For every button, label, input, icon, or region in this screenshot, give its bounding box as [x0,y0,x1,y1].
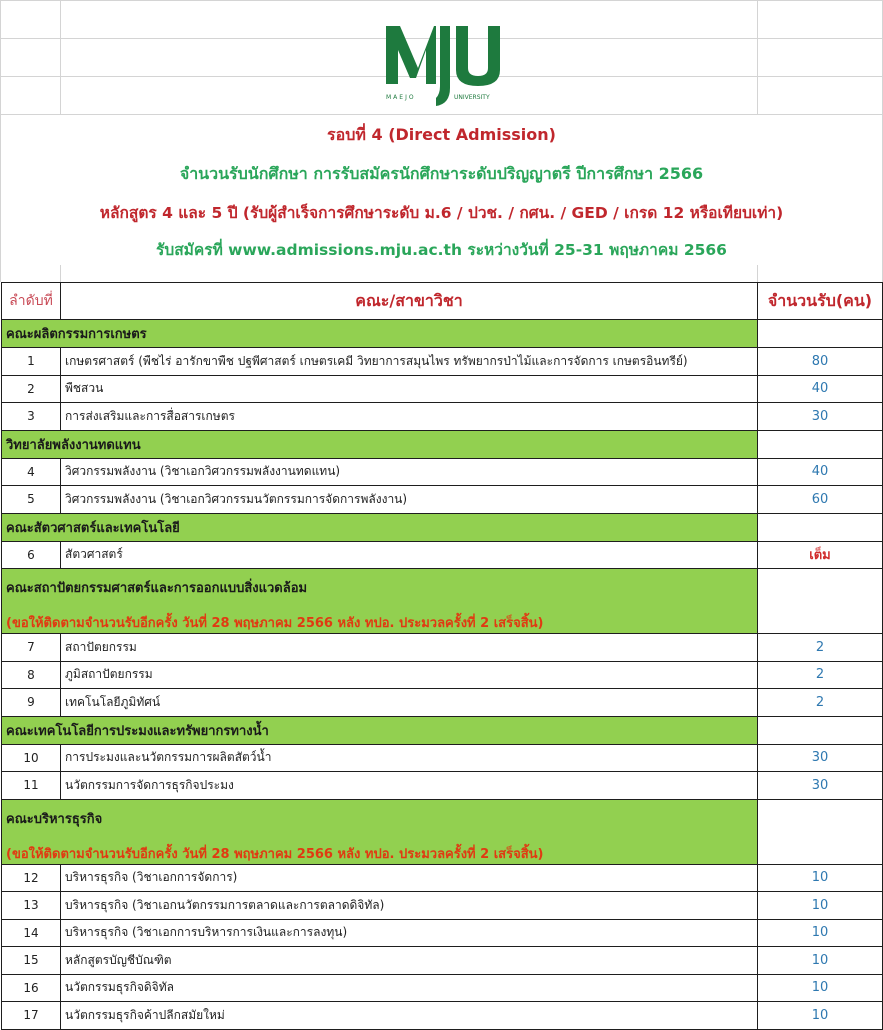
program-row [2,864,883,892]
faculty-section-row [2,513,883,541]
faculty-name-cell [2,569,758,634]
program-quota: 2 [758,661,883,689]
admission-subtitle: จำนวนรับนักศึกษา การรับสมัครนักศึกษาระดับปริญญาตรี ปีการศึกษา 2566 [179,164,704,183]
program-name: พืชสวน [61,375,758,403]
program-name: เกษตรศาสตร์ (พืชไร่ อารักขาพืช ปฐพีศาสตร์ เกษตรเคมี วิทยาการสมุนไพร ทรัพยากรป่าไม้และการจัดการ เกษตรอินทรีย์) [61,348,758,376]
program-name: บริหารธุรกิจ (วิชาเอกนวัตกรรมการตลาดและการตลาดดิจิทัล) [61,892,758,920]
program-name: สัตวศาสตร์ [61,541,758,569]
program-no: 12 [2,864,61,892]
faculty-quota-empty [758,320,883,348]
program-no: 17 [2,1002,61,1030]
program-quota: 10 [758,919,883,947]
faculty-name-cell: วิทยาลัยพลังงานทดแทน [2,430,758,458]
program-name: วิศวกรรมพลังงาน (วิชาเอกวิศวกรรมพลังงานทดแทน) [61,458,758,486]
faculty-section-row [2,799,883,864]
faculty-quota-empty [758,716,883,744]
program-row [2,403,883,431]
program-row [2,892,883,920]
program-name: สถาปัตยกรรม [61,634,758,662]
program-no: 7 [2,634,61,662]
follow-up-note: (ขอให้ติดตามจำนวนรับอีกครั้ง วันที่ 28 พฤษภาคม 2566 หลัง ทปอ. ประมวลครั้งที่ 2 เสร็จสิ้น) [6,846,544,862]
program-name: ภูมิสถาปัตยกรรม [61,661,758,689]
faculty-quota-empty [758,430,883,458]
program-name: นวัตกรรมธุรกิจค้าปลีกสมัยใหม่ [61,1002,758,1030]
program-quota: เต็ม [758,541,883,569]
program-no: 8 [2,661,61,689]
program-row [2,375,883,403]
program-name: บริหารธุรกิจ (วิชาเอกการจัดการ) [61,864,758,892]
round-title: รอบที่ 4 (Direct Admission) [327,125,556,144]
program-row [2,1002,883,1030]
svg-text:UNIVERSITY: UNIVERSITY [454,94,490,101]
program-row [2,772,883,800]
table-header-row [2,283,883,320]
program-row [2,348,883,376]
program-quota: 2 [758,634,883,662]
follow-up-note: (ขอให้ติดตามจำนวนรับอีกครั้ง วันที่ 28 พฤษภาคม 2566 หลัง ทปอ. ประมวลครั้งที่ 2 เสร็จสิ้น) [6,616,544,631]
program-row [2,458,883,486]
faculty-name-cell: คณะสัตวศาสตร์และเทคโนโลยี [2,513,758,541]
program-no: 1 [2,348,61,376]
program-no: 4 [2,458,61,486]
faculty-quota-empty [758,569,883,634]
program-name: นวัตกรรมธุรกิจดิจิทัล [61,974,758,1002]
faculty-section-row [2,569,883,634]
program-name: วิศวกรรมพลังงาน (วิชาเอกวิศวกรรมนวัตกรรมการจัดการพลังงาน) [61,486,758,514]
application-period: รับสมัครที่ www.admissions.mju.ac.th ระหว่างวันที่ 25-31 พฤษภาคม 2566 [156,241,727,259]
program-quota: 10 [758,947,883,975]
program-quota: 10 [758,864,883,892]
faculty-name: คณะบริหารธุรกิจ [6,811,103,827]
faculty-quota-empty [758,799,883,864]
program-quota: 10 [758,1002,883,1030]
column-header-program: คณะ/สาขาวิชา [61,283,758,320]
program-no: 15 [2,947,61,975]
svg-text:MAEJO: MAEJO [386,94,416,101]
program-quota: 30 [758,744,883,772]
program-name: หลักสูตรบัญชีบัณฑิต [61,947,758,975]
faculty-name-cell: คณะผลิตกรรมการเกษตร [2,320,758,348]
faculty-section-row [2,716,883,744]
program-no: 3 [2,403,61,431]
program-no: 16 [2,974,61,1002]
program-row [2,634,883,662]
program-quota: 30 [758,772,883,800]
program-row [2,689,883,717]
program-row [2,947,883,975]
program-no: 13 [2,892,61,920]
program-name: การส่งเสริมและการสื่อสารเกษตร [61,403,758,431]
faculty-section-row [2,430,883,458]
program-quota: 10 [758,892,883,920]
program-row [2,974,883,1002]
program-name: เทคโนโลยีภูมิทัศน์ [61,689,758,717]
program-no: 6 [2,541,61,569]
program-quota: 10 [758,974,883,1002]
program-quota: 2 [758,689,883,717]
faculty-name-cell [2,799,758,864]
program-row [2,661,883,689]
faculty-quota-empty [758,513,883,541]
program-no: 10 [2,744,61,772]
program-quota: 40 [758,458,883,486]
program-quota: 30 [758,403,883,431]
faculty-name: คณะสถาปัตยกรรมศาสตร์และการออกแบบสิ่งแวดล้อม [6,581,308,596]
program-no: 9 [2,689,61,717]
mju-logo [384,22,508,108]
program-no: 5 [2,486,61,514]
program-name: นวัตกรรมการจัดการธุรกิจประมง [61,772,758,800]
program-row [2,919,883,947]
admission-quota-table [1,282,883,1030]
faculty-section-row [2,320,883,348]
column-header-quota: จำนวนรับ(คน) [758,283,883,320]
program-name: การประมงและนวัตกรรมการผลิตสัตว์น้ำ [61,744,758,772]
program-no: 2 [2,375,61,403]
program-row [2,541,883,569]
program-qualification: หลักสูตร 4 และ 5 ปี (รับผู้สำเร็จการศึกษาระดับ ม.6 / ปวช. / กศน. / GED / เกรด 12 หรือเทียบเท่า) [99,204,784,222]
program-no: 11 [2,772,61,800]
program-quota: 60 [758,486,883,514]
program-name: บริหารธุรกิจ (วิชาเอกการบริหารการเงินและการลงทุน) [61,919,758,947]
program-row [2,486,883,514]
faculty-name-cell: คณะเทคโนโลยีการประมงและทรัพยากรทางน้ำ [2,716,758,744]
program-quota: 40 [758,375,883,403]
program-row [2,744,883,772]
program-quota: 80 [758,348,883,376]
column-header-no: ลำดับที่ [2,283,61,320]
program-no: 14 [2,919,61,947]
